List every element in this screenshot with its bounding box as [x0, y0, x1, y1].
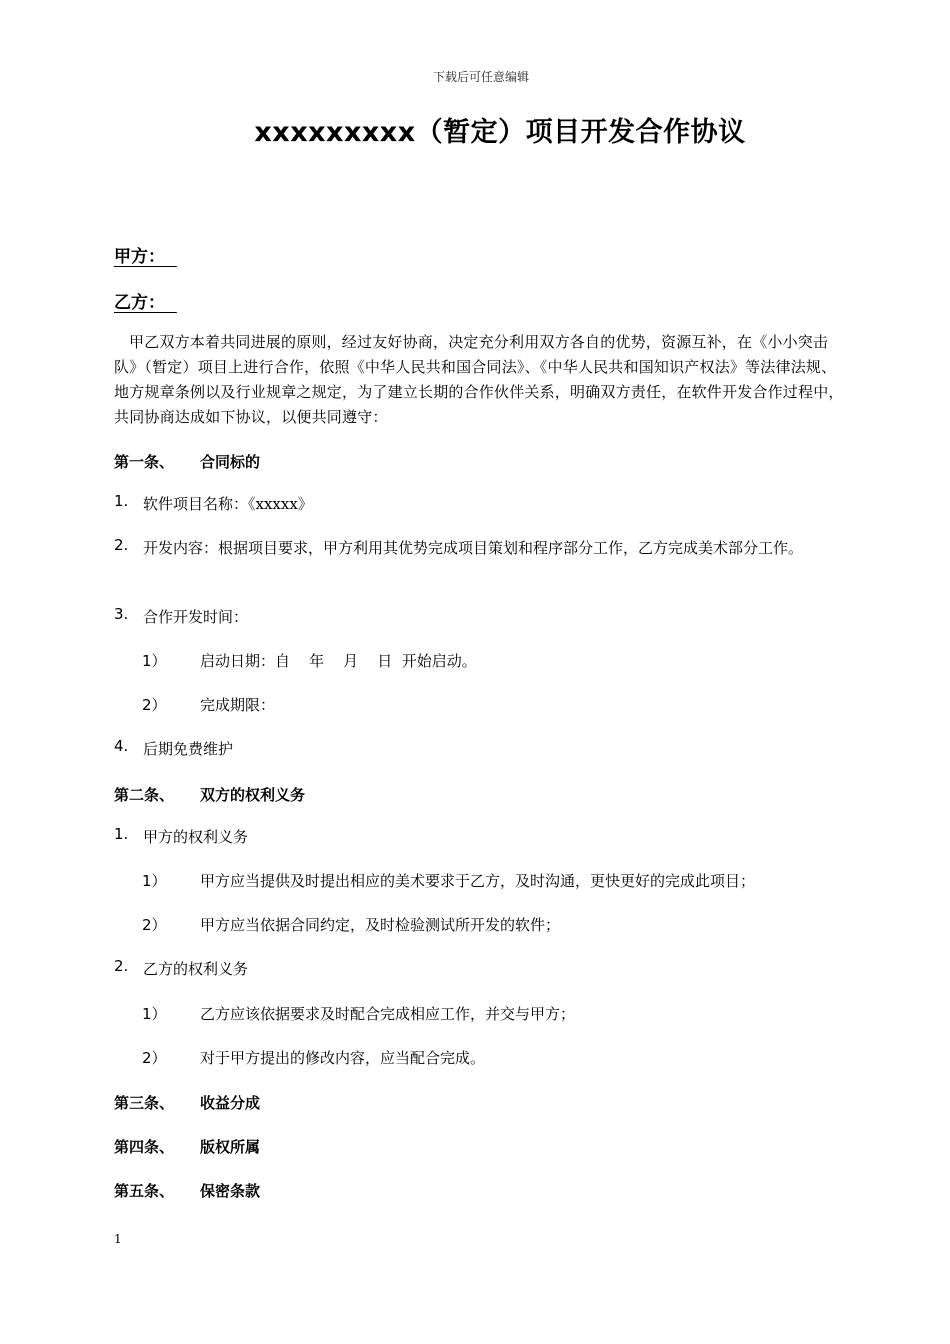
item-number: 1. — [114, 492, 129, 510]
list-item — [114, 825, 848, 850]
article-heading — [114, 451, 260, 472]
article-title: 双方的权利义务 — [200, 786, 306, 804]
article-title: 收益分成 — [200, 1094, 261, 1112]
sub-item-number: 2） — [142, 916, 167, 934]
document-title: xxxxxxxxx（暂定）项目开发合作协议 — [254, 117, 746, 148]
sub-item-text: 启动日期：自 年 月 日 开始启动。 — [200, 652, 477, 670]
item-text: 甲方的权利义务 — [143, 828, 249, 846]
sub-item-text: 对于甲方提出的修改内容，应当配合完成。 — [200, 1049, 486, 1067]
list-item — [114, 536, 848, 561]
sub-item-text: 完成期限： — [200, 696, 276, 714]
sub-item-number: 1） — [142, 1005, 167, 1023]
intro-paragraph: 甲乙双方本着共同进展的原则，经过友好协商，决定充分利用双方各自的优势，资源互补，在《小小突击队》（暂定）项目上进行合作，依照《中华人民共和国合同法》、《中华人民共和国知识产权法》等法律法规、地方规章条例以及行业规章之规定，为了建立长期的合作伙伴关系，明确双方责任，在软件开发合作过程中，共同协商达成如下协议，以便共同遵守： — [114, 333, 844, 426]
party-b-label: 乙方： — [114, 293, 177, 313]
sub-item-number: 2） — [142, 696, 167, 714]
sub-item-text: 甲方应当提供及时提出相应的美术要求于乙方，及时沟通，更快更好的完成此项目； — [200, 872, 756, 890]
sub-item — [142, 870, 755, 891]
sub-item — [142, 1047, 485, 1068]
article-heading — [114, 1092, 260, 1113]
article-heading — [114, 784, 305, 805]
sub-item — [142, 914, 560, 935]
list-item — [114, 737, 848, 762]
page-number: 1 — [114, 1232, 122, 1246]
header-note: 下载后可任意编辑 — [432, 70, 529, 84]
item-text: 软件项目名称：《xxxxx》 — [143, 495, 313, 513]
sub-item — [142, 1003, 575, 1024]
article-title: 版权所属 — [200, 1138, 261, 1156]
sub-item — [142, 694, 275, 715]
article-title: 保密条款 — [200, 1182, 261, 1200]
sub-item — [142, 650, 477, 671]
article-number: 第二条、 — [114, 786, 175, 804]
article-number: 第一条、 — [114, 453, 175, 471]
sub-item-text: 乙方应该依据要求及时配合完成相应工作，并交与甲方； — [200, 1005, 576, 1023]
item-text: 开发内容：根据项目要求，甲方利用其优势完成项目策划和程序部分工作，乙方完成美术部分工作。 — [143, 539, 804, 557]
article-number: 第三条、 — [114, 1094, 175, 1112]
item-number: 2. — [114, 536, 129, 554]
article-heading — [114, 1136, 260, 1157]
item-number: 2. — [114, 957, 129, 975]
sub-item-number: 1） — [142, 652, 167, 670]
sub-item-text: 甲方应当依据合同约定，及时检验测试所开发的软件； — [200, 916, 561, 934]
item-text: 乙方的权利义务 — [143, 960, 249, 978]
item-number: 4. — [114, 737, 129, 755]
article-title: 合同标的 — [200, 453, 261, 471]
article-heading — [114, 1180, 260, 1201]
list-item — [114, 605, 848, 630]
item-text: 合作开发时间： — [143, 608, 249, 626]
sub-item-number: 1） — [142, 872, 167, 890]
item-text: 后期免费维护 — [143, 740, 234, 758]
sub-item-number: 2） — [142, 1049, 167, 1067]
list-item — [114, 957, 848, 982]
party-a-label: 甲方： — [114, 247, 177, 267]
item-number: 1. — [114, 825, 129, 843]
item-number: 3. — [114, 605, 129, 623]
article-number: 第五条、 — [114, 1182, 175, 1200]
list-item — [114, 492, 848, 517]
article-number: 第四条、 — [114, 1138, 175, 1156]
